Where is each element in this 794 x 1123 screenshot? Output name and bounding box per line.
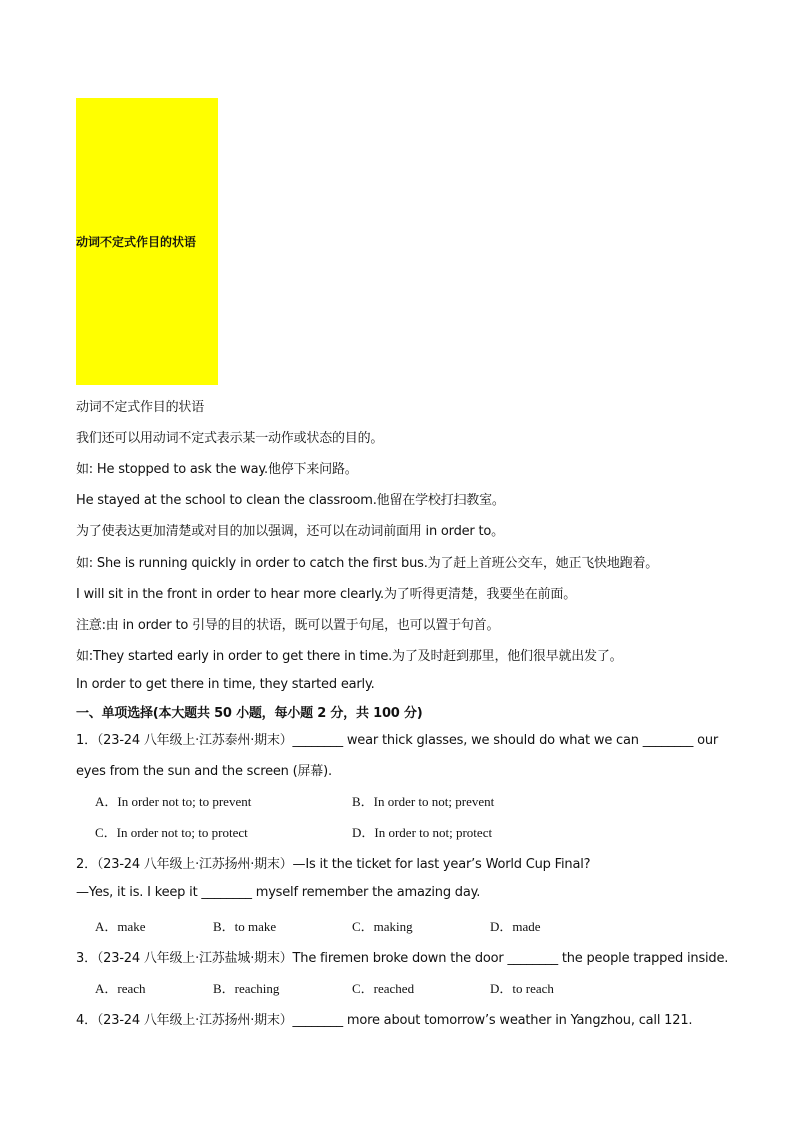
intro-heading: 动词不定式作目的状语: [76, 400, 205, 415]
intro-paragraph-5: 如: She is running quickly in order to catch the first bus.为了赶上首班公交车，她正飞快地跑着。: [76, 556, 659, 571]
intro-paragraph-6: I will sit in the front in order to hear more clearly.为了听得更清楚，我要坐在前面。: [76, 587, 576, 602]
question-2-option-a[interactable]: A．make: [95, 919, 146, 934]
question-3-option-c[interactable]: C．reached: [352, 981, 415, 996]
question-2-option-c[interactable]: C．making: [352, 919, 413, 934]
question-3-option-a[interactable]: A．reach: [95, 981, 146, 996]
question-3-line-1: 3．（23-24 八年级上·江苏盐城·期末）The firemen broke down the door ________ the people trapped inside.: [76, 951, 729, 966]
question-1-line-1: 1．（23-24 八年级上·江苏泰州·期末）________ wear thick glasses, we should do what we can ________ our: [76, 733, 719, 748]
question-2-line-2: —Yes, it is. I keep it ________ myself remember the amazing day.: [76, 885, 481, 900]
intro-paragraph-1: 我们还可以用动词不定式表示某一动作或状态的目的。: [76, 431, 384, 446]
question-1-option-c[interactable]: C．In order not to; to protect: [95, 825, 248, 840]
intro-paragraph-7: 注意:由 in order to 引导的目的状语，既可以置于句尾，也可以置于句首。: [76, 618, 500, 633]
question-1-option-a[interactable]: A．In order not to; to prevent: [95, 794, 252, 809]
question-1-option-d[interactable]: D．In order to not; protect: [352, 825, 493, 840]
intro-paragraph-4: 为了使表达更加清楚或对目的加以强调，还可以在动词前面用 in order to。: [76, 524, 504, 539]
highlight-title: 动词不定式作目的状语: [76, 235, 197, 249]
question-2-option-b[interactable]: B．to make: [213, 919, 277, 934]
intro-paragraph-9: In order to get there in time, they started early.: [76, 677, 375, 692]
question-3-option-d[interactable]: D．to reach: [490, 981, 554, 996]
question-2-option-d[interactable]: D．made: [490, 919, 541, 934]
question-1-option-b[interactable]: B．In order to not; prevent: [352, 794, 495, 809]
intro-paragraph-2: 如: He stopped to ask the way.他停下来问路。: [76, 462, 358, 477]
question-1-line-2: eyes from the sun and the screen (屏幕).: [76, 764, 332, 779]
section-heading: 一、单项选择(本大题共 50 小题，每小题 2 分，共 100 分): [76, 706, 423, 721]
question-2-line-1: 2．（23-24 八年级上·江苏扬州·期末）—Is it the ticket for last year’s World Cup Final?: [76, 857, 591, 872]
question-3-option-b[interactable]: B．reaching: [213, 981, 280, 996]
intro-paragraph-3: He stayed at the school to clean the classroom.他留在学校打扫教室。: [76, 493, 505, 508]
intro-paragraph-8: 如:They started early in order to get there in time.为了及时赶到那里，他们很早就出发了。: [76, 649, 623, 664]
question-4-line-1: 4．（23-24 八年级上·江苏扬州·期末）________ more about tomorrow’s weather in Yangzhou, call 121.: [76, 1013, 693, 1028]
